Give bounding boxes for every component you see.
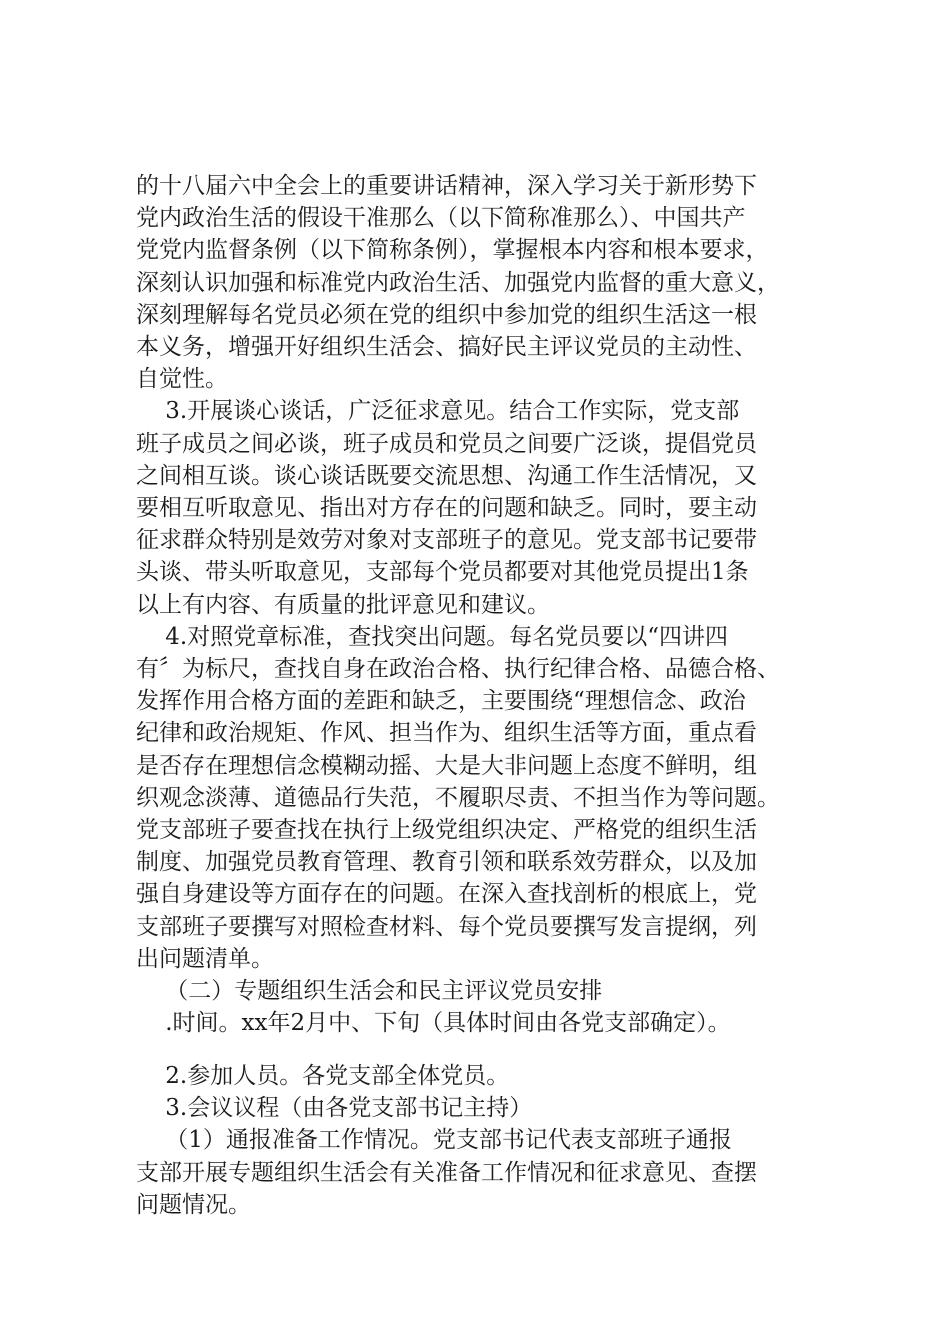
text-line: 党内政治生活的假设干准那么（以下简称准那么）、中国共产 xyxy=(136,205,746,231)
text-line: 4.对照党章标准，查找突出问题。每名党员要以“四讲四 xyxy=(136,624,728,650)
text-line: 党支部班子要查找在执行上级党组织决定、严格党的组织生活 xyxy=(136,817,757,843)
text-line: 自觉性。 xyxy=(136,366,228,392)
text-line: 3.会议议程（由各党支部书记主持） xyxy=(136,1095,533,1121)
text-line: 支部开展专题组织生活会有关准备工作情况和征求意见、查摆 xyxy=(136,1160,757,1186)
text-line: 3.开展谈心谈话，广泛征求意见。结合工作实际，党支部 xyxy=(136,398,740,424)
text-line: 本义务，增强开好组织生活会、搞好民主评议党员的主动性、 xyxy=(136,334,757,360)
text-line: 要相互听取意见、指出对方存在的问题和缺乏。同时，要主动 xyxy=(136,495,757,521)
text-line: 班子成员之间必谈，班子成员和党员之间要广泛谈，提倡党员 xyxy=(136,431,757,457)
text-line: 的十八届六中全会上的重要讲话精神，深入学习关于新形势下 xyxy=(136,173,757,199)
text-line: 纪律和政治规矩、作风、担当作为、组织生活等方面，重点看 xyxy=(136,720,757,746)
text-line: （1）通报准备工作情况。党支部书记代表支部班子通报 xyxy=(136,1127,732,1153)
text-line: 以上有内容、有质量的批评意见和建议。 xyxy=(136,592,550,618)
text-line: 发挥作用合格方面的差距和缺乏，主要围绕“理想信念、政治 xyxy=(136,688,746,714)
text-line: 党党内监督条例（以下简称条例），掌握根本内容和根本要求， xyxy=(136,237,769,263)
text-line: 头谈、带头听取意见，支部每个党员都要对其他党员提出1条 xyxy=(136,559,749,585)
text-line: 征求群众特别是效劳对象对支部班子的意见。党支部书记要带 xyxy=(136,527,757,553)
text-line: 强自身建设等方面存在的问题。在深入查找剖析的根底上，党 xyxy=(136,881,757,907)
text-line: 有〞为标尺，查找自身在政治合格、执行纪律合格、品德合格、 xyxy=(136,656,780,682)
text-line: 问题情况。 xyxy=(136,1192,251,1218)
text-line: .时间。xx年2月中、下旬（具体时间由各党支部确定）。 xyxy=(136,1010,731,1036)
text-line: 之间相互谈。谈心谈话既要交流思想、沟通工作生活情况，又 xyxy=(136,463,757,489)
text-line: 出问题清单。 xyxy=(136,946,274,972)
text-line: 是否存在理想信念模糊动摇、大是大非问题上态度不鲜明，组 xyxy=(136,753,757,779)
text-line: 2.参加人员。各党支部全体党员。 xyxy=(136,1063,510,1089)
text-line: 制度、加强党员教育管理、教育引领和联系效劳群众，以及加 xyxy=(136,849,757,875)
section-heading: （二）专题组织生活会和民主评议党员安排 xyxy=(136,978,603,1004)
text-line: 深刻认识加强和标准党内政治生活、加强党内监督的重大意义， xyxy=(136,270,780,296)
text-line: 织观念淡薄、道德品行失范，不履职尽责、不担当作为等问题。 xyxy=(136,785,780,811)
text-line: 支部班子要撰写对照检查材料、每个党员要撰写发言提纲，列 xyxy=(136,914,757,940)
text-line: 深刻理解每名党员必须在党的组织中参加党的组织生活这一根 xyxy=(136,302,757,328)
